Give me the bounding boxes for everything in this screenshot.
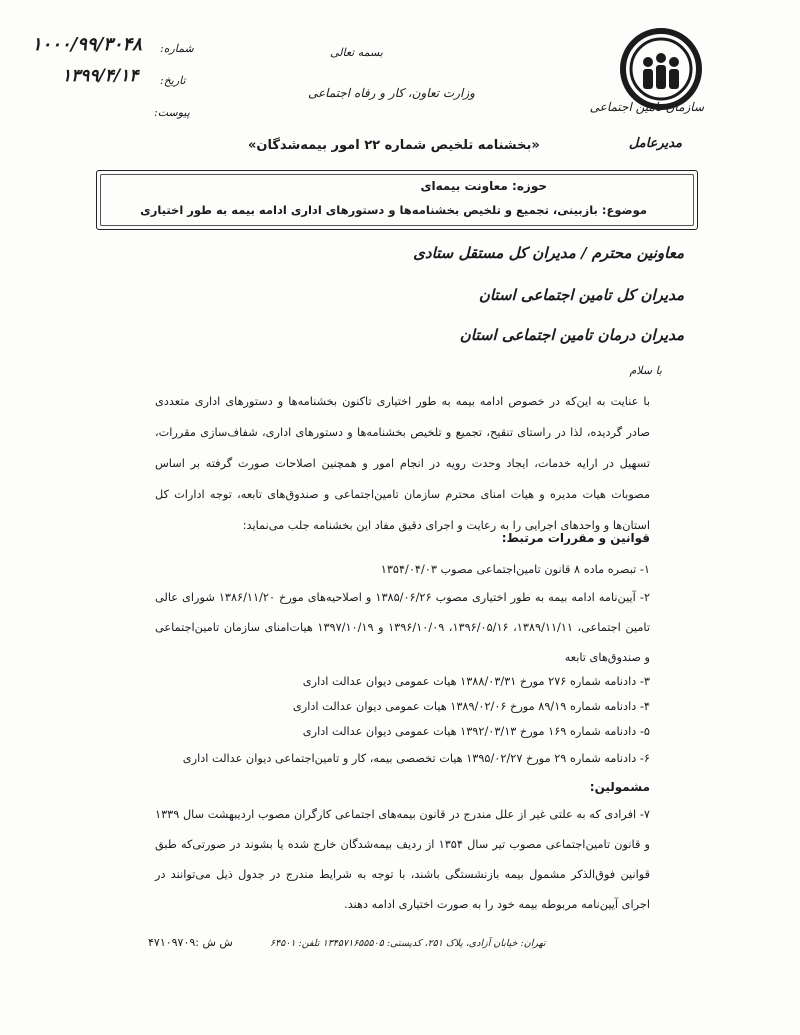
circular-title: «بخشنامه تلخیص شماره ۲۲ امور بیمه‌شدگان» (248, 138, 540, 153)
director-title: مدیرعامل (628, 136, 682, 151)
organization-logo (620, 28, 702, 110)
included-item-7: ۷- افرادی که به علتی غیر از علل مندرج در قانون بیمه‌های اجتماعی کارگران مصوب اردیبهشت سال ۱۳۳۹ و قانون تامین‌اجتماعی مصوب تیر سال ۱۳۵۴ از ردیف بیمه‌شدگان خارج شده یا بشوند در صورتی‌که طبق قوانین فوق‌الذکر مشمول بیمه بازنشستگی باشند، با توجه به شرایط مندرج در جدول ذیل می‌توانند در اجرای آیین‌نامه مربوطه بیمه خود را به صورت اختیاری ادامه دهند. (155, 808, 650, 911)
intro-paragraph: با عنایت به این‌که در خصوص ادامه بیمه به طور اختیاری تاکنون بخشنامه‌ها و دستورهای اداری متعددی صادر گردیده، لذا در راستای تنقیح، تجمیع و تلخیص بخشنامه‌ها و دستورهای اداری، شفاف‌سازی مقررات، تسهیل در ارایه خدمات، ایجاد وحدت رویه در انجام امور و همچنین اصلاحات صورت گرفته بر اساس مصوبات هیات مدیره و هیات امنای محترم سازمان تامین‌اجتماعی و صندوق‌های تابعه، توجه ادارات کل استان‌ها و واحدهای اجرایی را به رعایت و اجرای دقیق مفاد این بخشنامه جلب می‌نماید: (155, 395, 650, 532)
law-item-5: ۵- دادنامه شماره ۱۶۹ مورخ ۱۳۹۲/۰۳/۱۳ هیات عمومی دیوان عدالت اداری (302, 725, 650, 738)
domain-line: حوزه: معاونت بیمه‌ای (420, 179, 547, 193)
organization-name: سازمان تامین اجتماعی (589, 100, 704, 114)
letter-date: ۱۳۹۹/۴/۱۴ (62, 66, 139, 86)
footer-address: تهران: خیابان آزادی، پلاک ۲۵۱، کدپستی: ۱۳۴۵۷۱۶۵۵۵۰۵ تلفن: ۶۴۵۰۱ (270, 938, 546, 949)
letter-number: ۱۰۰۰/۹۹/۳۰۴۸ (32, 34, 142, 55)
attachment-label: پیوست: (154, 106, 190, 119)
recipient-2: مدیران کل تامین اجتماعی استان (478, 286, 684, 304)
law-item-4: ۴- دادنامه شماره ۸۹/۱۹ مورخ ۱۳۸۹/۰۲/۰۶ هیات عمومی دیوان عدالت اداری (292, 700, 650, 713)
laws-heading: قوانین و مقررات مرتبط: (501, 531, 650, 545)
subject-line: موضوع: بازبینی، تجمیع و تلخیص بخشنامه‌ها و دستورهای اداری ادامه بیمه به طور اختیاری (140, 203, 647, 217)
subject-box (96, 170, 698, 230)
footer-code: ش ش :۴۷۱۰۹۷۰۹ (148, 936, 233, 949)
included-heading: مشمولین: (589, 780, 650, 794)
recipient-1: معاونین محترم / مدیران کل مستقل ستادی (413, 244, 684, 262)
law-item-3: ۳- دادنامه شماره ۲۷۶ مورخ ۱۳۸۸/۰۳/۳۱ هیات عمومی دیوان عدالت اداری (302, 675, 650, 688)
besm-header: بسمه تعالی (330, 46, 383, 59)
law-item-1: ۱- تبصره ماده ۸ قانون تامین‌اجتماعی مصوب ۱۳۵۴/۰۴/۰۳ (380, 563, 650, 576)
number-label: شماره: (160, 42, 194, 55)
greeting: با سلام (629, 364, 662, 377)
ministry-name: وزارت تعاون، کار و رفاه اجتماعی (308, 86, 475, 100)
law-item-2: ۲- آیین‌نامه ادامه بیمه به طور اختیاری مصوب ۱۳۸۵/۰۶/۲۶ و اصلاحیه‌های مورخ ۱۳۸۶/۱۱/۲۰ شورای عالی تامین اجتماعی، ۱۳۸۹/۱۱/۱۱، ۱۳۹۶/۰۵/۱۶، ۱۳۹۶/۱۰/۰۹ و ۱۳۹۷/۱۰/۱۹ هیات‌امنای سازمان تامین‌اجتماعی و صندوق‌های تابعه (155, 591, 651, 664)
date-label: تاریخ: (160, 74, 186, 87)
law-item-6: ۶- دادنامه شماره ۲۹ مورخ ۱۳۹۵/۰۲/۲۷ هیات تخصصی بیمه، کار و تامین‌اجتماعی دیوان عدالت اداری (182, 752, 650, 765)
recipient-3: مدیران درمان تامین اجتماعی استان (459, 326, 684, 344)
